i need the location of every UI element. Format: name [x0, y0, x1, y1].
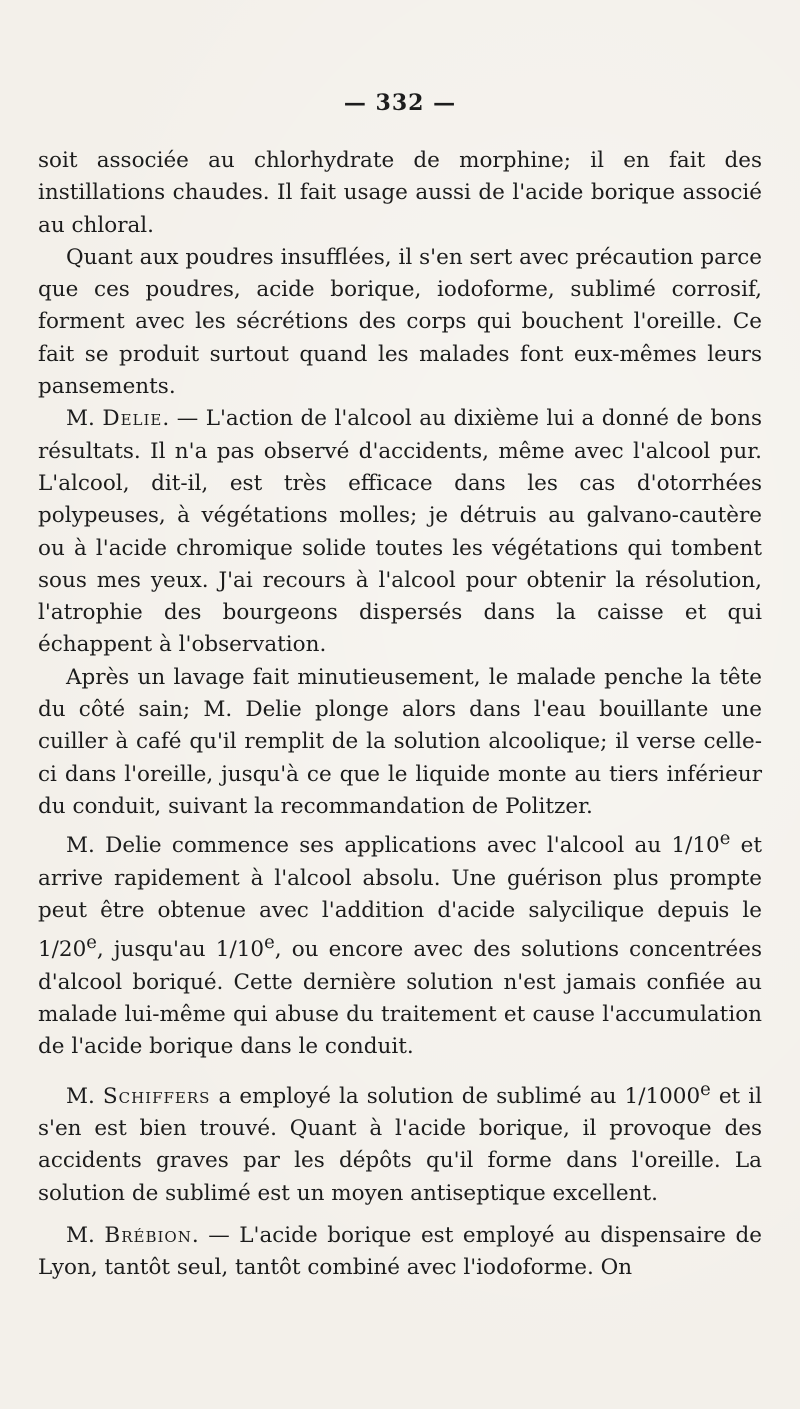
paragraph-powders: Quant aux poudres insufflées, il s'en sert avec précaution parce que ces poudres, acide borique, iodoforme, sublimé corrosif, forment avec les sécrétions des corps qui bouchent l'oreille. Ce fait se produit surtout quand les malades font eux-mêmes leurs pansements.: [38, 244, 762, 400]
speaker-name: Schiffers: [102, 1083, 211, 1109]
paragraph-delie: M. Delie. — L'action de l'alcool au dixième lui a donné de bons résultats. Il n'a pas observé d'accidents, même avec l'alcool pur. L'alcool, dit-il, est très efficace dans les cas d'otorrhées polypeuses, à végétations molles; je détruis au galvano-cautère ou à l'acide chromique solide toutes les végétations qui tombent sous mes yeux. J'ai recours à l'alcool pour obtenir la résolution, l'atrophie des bourgeons dispersés dans la caisse et qui échappent à l'observation.: [38, 406, 762, 658]
speaker-prefix: M.: [66, 406, 103, 432]
paragraph-continuation: soit associée au chlorhydrate de morphine; il en fait des instillations chaudes. Il fait usage aussi de l'acide borique associé au chloral.: [38, 148, 762, 238]
page-number: — 332 —: [343, 90, 457, 116]
paragraph-brebion: M. Brébion. — L'acide borique est employé au dispensaire de Lyon, tantôt seul, tantôt combiné avec l'iodoforme. On: [38, 1222, 762, 1281]
paragraph-procedure: Après un lavage fait minutieusement, le malade penche la tête du côté sain; M. Delie plonge alors dans l'eau bouillante une cuiller à café qu'il remplit de la solution alcoolique; il verse celle-ci dans l'oreille, jusqu'à ce que le liquide monte au tiers inférieur du conduit, suivant la recommandation de Politzer.: [38, 664, 762, 819]
speaker-name: Delie: [102, 406, 163, 432]
speaker-name: Brébion: [104, 1222, 192, 1248]
paragraph-alcohol-dilution: M. Delie commence ses applications avec l'alcool au 1/10e et arrive rapidement à l'alcool absolu. Une guérison plus prompte peut être obtenue avec l'addition d'acide salycilique depuis le 1/20e, jusqu'au 1/10e, ou encore avec des solutions concentrées d'alcool boriqué. Cette dernière solution n'est jamais confiée au malade lui-même qui abuse du traitement et cause l'accumulation de l'acide borique dans le conduit.: [38, 828, 763, 1060]
paragraph-schiffers: M. Schiffers a employé la solution de sublimé au 1/1000e et il s'en est bien trouvé. Quant à l'acide borique, il provoque des accidents graves par les dépôts qu'il forme dans l'oreille. La solution de sublimé est un moyen antiseptique excellent.: [38, 1078, 762, 1206]
page-text: [38, 145, 762, 1285]
speaker-prefix: M.: [66, 1222, 105, 1248]
speaker-prefix: M.: [66, 1083, 103, 1109]
